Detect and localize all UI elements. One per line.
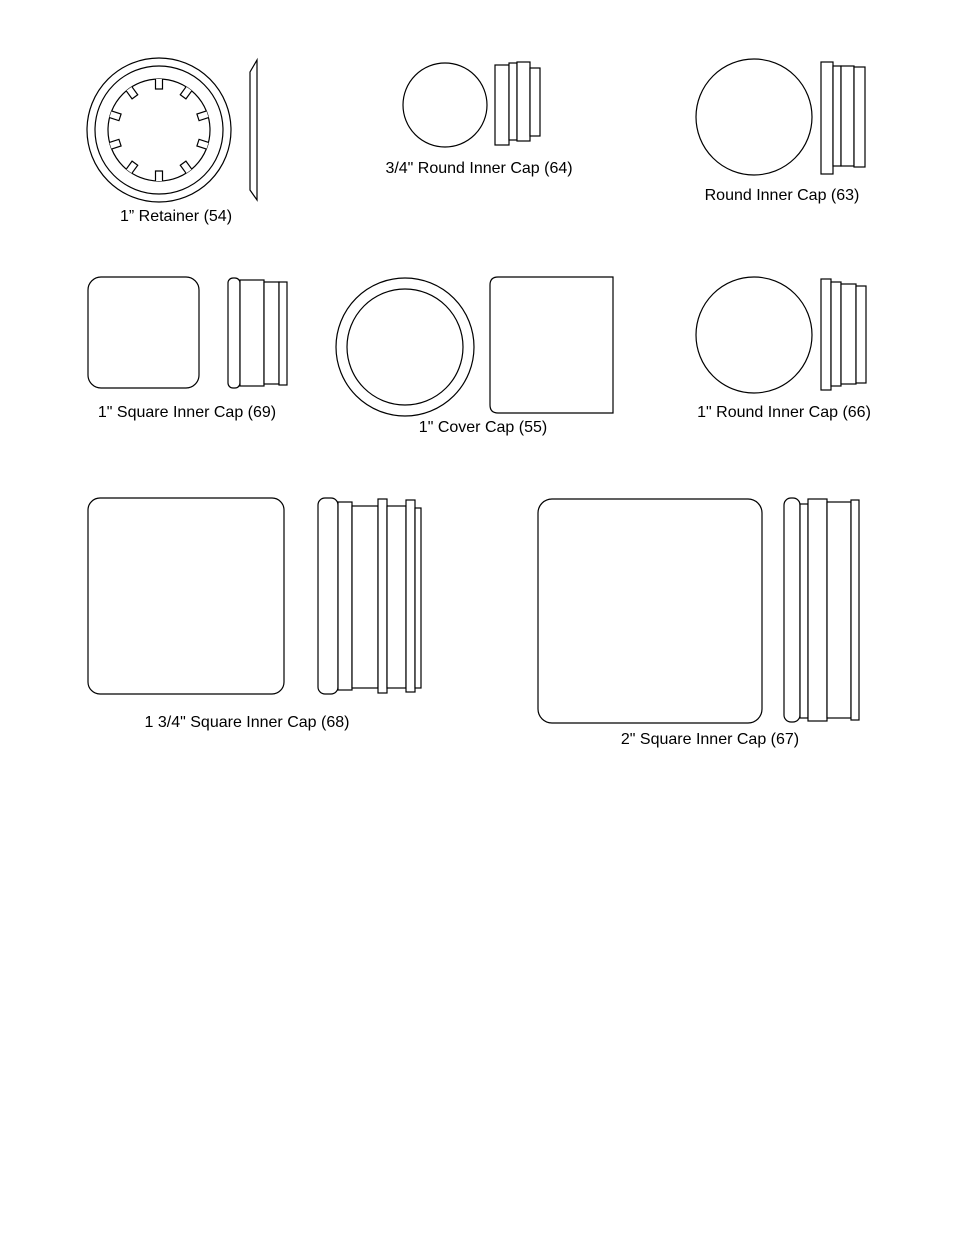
round-inner-cap-63-label: Round Inner Cap (63) [704, 187, 860, 204]
retainer-tab [180, 161, 192, 173]
retainer-tab [197, 111, 209, 121]
cover-cap-55-drawing [336, 277, 613, 416]
square-inner-cap-69-label: 1" Square Inner Cap (69) [97, 404, 277, 421]
round-inner-cap-63-drawing [696, 59, 865, 175]
retainer-54-drawing [87, 58, 257, 202]
retainer-tab [180, 87, 192, 99]
retainer-tab [156, 171, 163, 181]
retainer-tab [126, 87, 138, 99]
square-inner-cap-68-drawing [88, 498, 421, 694]
round-inner-cap-66-label: 1" Round Inner Cap (66) [697, 404, 871, 421]
round-inner-cap-66-drawing [696, 277, 866, 393]
round-inner-cap-64-label: 3/4" Round Inner Cap (64) [385, 160, 573, 177]
square-inner-cap-67-drawing [538, 498, 859, 723]
retainer-tab [156, 79, 163, 89]
retainer-tab [109, 111, 121, 121]
retainer-tab [109, 139, 121, 149]
retainer-54-label: 1” Retainer (54) [119, 208, 233, 225]
retainer-tab [126, 161, 138, 173]
square-inner-cap-69-drawing [88, 277, 287, 388]
cover-cap-55-label: 1" Cover Cap (55) [418, 419, 548, 436]
round-inner-cap-64-drawing [403, 62, 540, 147]
square-inner-cap-67-label: 2" Square Inner Cap (67) [620, 731, 800, 748]
retainer-tab [197, 139, 209, 149]
square-inner-cap-68-label: 1 3/4" Square Inner Cap (68) [144, 714, 350, 731]
